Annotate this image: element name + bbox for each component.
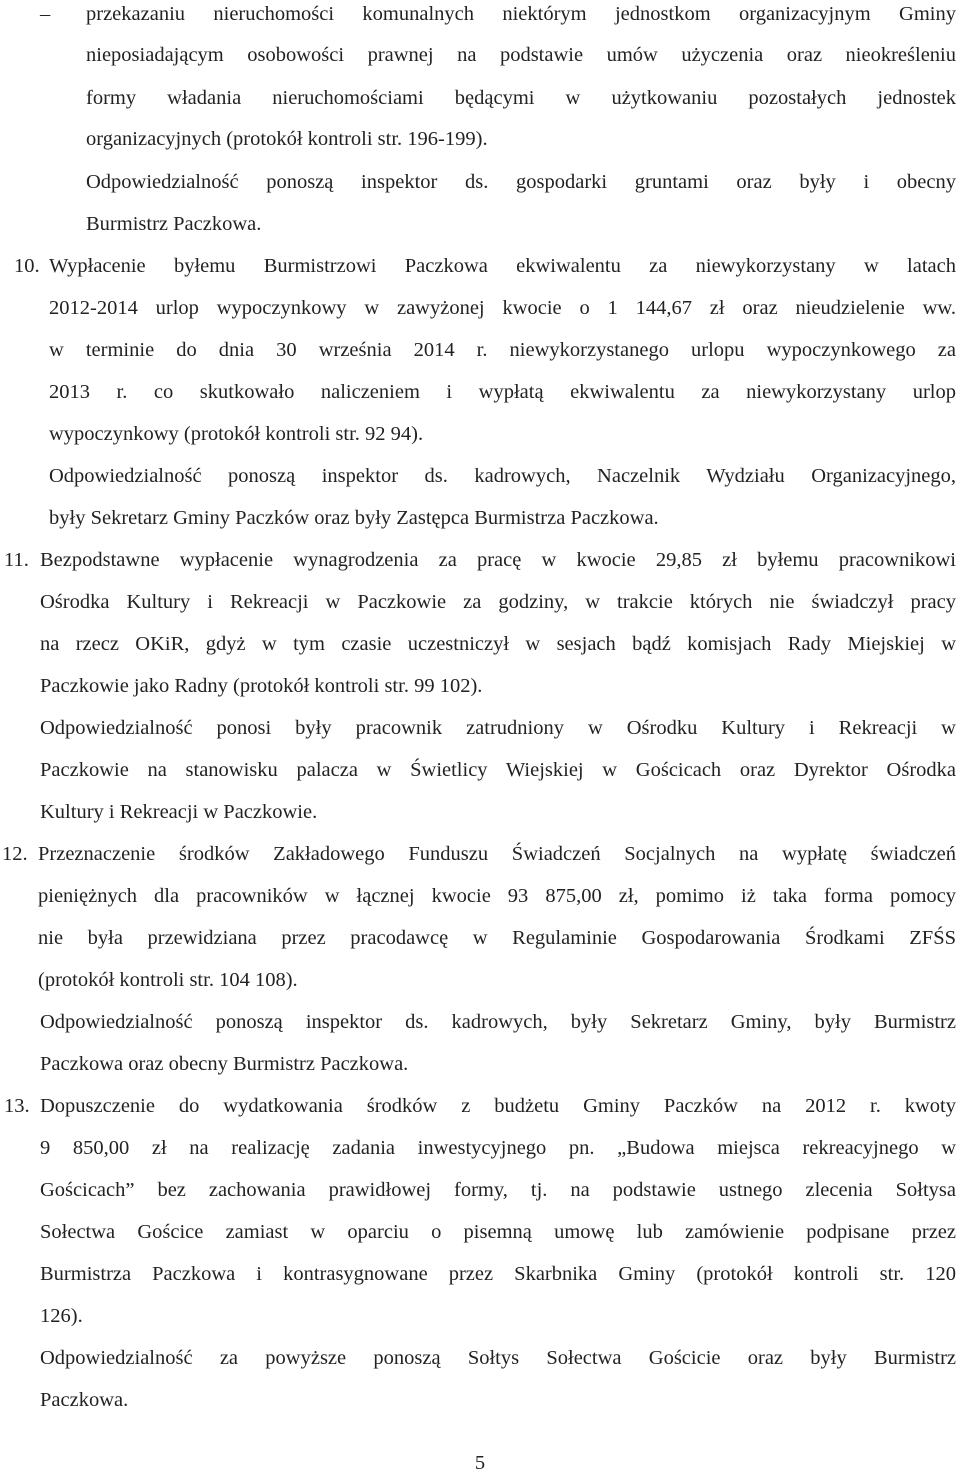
dash-item-responsibility: Burmistrz Paczkowa. [86, 213, 262, 235]
item-number: 10. [14, 255, 40, 277]
item-line: 2013 r. co skutkowało naliczeniem i wypłatą ekwiwalentu za niewykorzystany urlop [49, 381, 956, 403]
dash-item-line: formy władania nieruchomościami będącymi w użytkowaniu pozostałych jednostek [86, 87, 956, 109]
item-line: Wypłacenie byłemu Burmistrzowi Paczkowa ekwiwalentu za niewykorzystany w latach [49, 255, 956, 277]
item-responsibility: Kultury i Rekreacji w Paczkowie. [40, 801, 318, 823]
dash-item-line: organizacyjnych (protokół kontroli str. 196-199). [86, 128, 488, 150]
item-responsibility: Odpowiedzialność za powyższe ponoszą Sołtys Sołectwa Gościcie oraz były Burmistrz [40, 1347, 956, 1369]
item-line: (protokół kontroli str. 104 108). [38, 969, 298, 991]
dash-item-responsibility: Odpowiedzialność ponoszą inspektor ds. gospodarki gruntami oraz były i obecny [86, 171, 956, 193]
item-line: Dopuszczenie do wydatkowania środków z budżetu Gminy Paczków na 2012 r. kwoty [40, 1095, 956, 1117]
item-line: Bezpodstawne wypłacenie wynagrodzenia za pracę w kwocie 29,85 zł byłemu pracownikowi [40, 549, 956, 571]
item-line: nie była przewidziana przez pracodawcę w Regulaminie Gospodarowania Środkami ZFŚS [38, 927, 956, 949]
item-number: 11. [4, 549, 29, 571]
item-line: 9 850,00 zł na realizację zadania inwestycyjnego pn. „Budowa miejsca rekreacyjnego w [40, 1137, 956, 1159]
item-responsibility: Paczkowa oraz obecny Burmistrz Paczkowa. [40, 1053, 409, 1075]
item-responsibility: były Sekretarz Gminy Paczków oraz były Zastępca Burmistrza Paczkowa. [49, 507, 659, 529]
item-line: Przeznaczenie środków Zakładowego Funduszu Świadczeń Socjalnych na wypłatę świadczeń [38, 843, 956, 865]
item-responsibility: Paczkowie na stanowisku palacza w Świetlicy Wiejskiej w Gościcach oraz Dyrektor Ośrodka [40, 759, 956, 781]
item-number: 12. [2, 843, 28, 865]
item-line: 2012-2014 urlop wypoczynkowy w zawyżonej kwocie o 1 144,67 zł oraz nieudzielenie ww. [49, 297, 956, 319]
item-line: Burmistrza Paczkowa i kontrasygnowane przez Skarbnika Gminy (protokół kontroli str. 120 [40, 1263, 956, 1285]
dash-item-line: przekazaniu nieruchomości komunalnych niektórym jednostkom organizacyjnym Gminy [86, 3, 956, 25]
item-line: Paczkowie jako Radny (protokół kontroli str. 99 102). [40, 675, 483, 697]
item-line: na rzecz OKiR, gdyż w tym czasie uczestniczył w sesjach bądź komisjach Rady Miejskiej w [40, 633, 956, 655]
item-line: Ośrodka Kultury i Rekreacji w Paczkowie za godziny, w trakcie których nie świadczył pracy [40, 591, 956, 613]
item-number: 13. [4, 1095, 30, 1117]
item-responsibility: Odpowiedzialność ponoszą inspektor ds. kadrowych, Naczelnik Wydziału Organizacyjnego, [49, 465, 956, 487]
item-responsibility: Odpowiedzialność ponosi były pracownik zatrudniony w Ośrodku Kultury i Rekreacji w [40, 717, 956, 739]
item-line: 126). [40, 1305, 83, 1327]
item-line: Sołectwa Gościce zamiast w oparciu o pisemną umowę lub zamówienie podpisane przez [40, 1221, 956, 1243]
dash-marker: – [40, 3, 51, 25]
item-responsibility: Paczkowa. [40, 1389, 129, 1411]
item-line: w terminie do dnia 30 września 2014 r. niewykorzystanego urlopu wypoczynkowego za [49, 339, 956, 361]
page-number: 5 [474, 1452, 486, 1474]
item-responsibility: Odpowiedzialność ponoszą inspektor ds. kadrowych, były Sekretarz Gminy, były Burmistrz [40, 1011, 956, 1033]
item-line: pieniężnych dla pracowników w łącznej kwocie 93 875,00 zł, pomimo iż taka forma pomocy [38, 885, 956, 907]
item-line: Gościcach” bez zachowania prawidłowej formy, tj. na podstawie ustnego zlecenia Sołtysa [40, 1179, 956, 1201]
item-line: wypoczynkowy (protokół kontroli str. 92 94). [49, 423, 424, 445]
dash-item-line: nieposiadającym osobowości prawnej na podstawie umów użyczenia oraz nieokreśleniu [86, 44, 956, 66]
